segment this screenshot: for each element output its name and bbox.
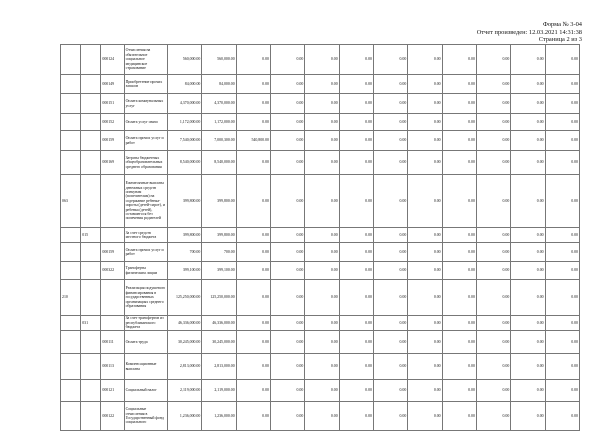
amount-cell: 0.00 <box>408 151 442 175</box>
amount-cell: 0.00 <box>339 151 373 175</box>
amount-cell: 560,000.00 <box>202 45 236 75</box>
expense-name-cell: Оплата труда <box>124 331 167 354</box>
specifics-code-cell: 000121 <box>101 380 124 402</box>
amount-cell: 0.00 <box>236 151 270 175</box>
amount-cell: 0.00 <box>236 243 270 262</box>
amount-cell: 0.00 <box>305 94 339 114</box>
amount-cell: 0.00 <box>408 402 442 431</box>
amount-cell: 0.00 <box>476 331 510 354</box>
amount-cell: 0.00 <box>236 45 270 75</box>
amount-cell: 0.00 <box>545 228 579 243</box>
amount-cell: 0.00 <box>442 354 476 380</box>
amount-cell: 399,800.00 <box>202 175 236 228</box>
section-code-cell <box>61 316 81 331</box>
amount-cell: 0.00 <box>339 331 373 354</box>
section-code-cell <box>61 243 81 262</box>
amount-cell: 1,236,000.00 <box>202 402 236 431</box>
amount-cell: 4,370,000.00 <box>202 94 236 114</box>
amount-cell: 0.00 <box>305 380 339 402</box>
expense-name-cell: Оплата прочих услуг и работ <box>124 131 167 151</box>
amount-cell: 4,370,000.00 <box>168 94 202 114</box>
section-code-cell: 210 <box>61 280 81 316</box>
amount-cell: 0.00 <box>408 114 442 131</box>
expense-name-cell: Отчисления на обязательное социальное медицинское страхование <box>124 45 167 75</box>
report-table-body <box>61 45 580 431</box>
amount-cell: 0.00 <box>305 280 339 316</box>
amount-cell: 0.00 <box>236 354 270 380</box>
amount-cell: 0.00 <box>408 316 442 331</box>
amount-cell: 0.00 <box>545 243 579 262</box>
amount-cell: 0.00 <box>442 316 476 331</box>
subprogram-code-cell <box>81 402 101 431</box>
amount-cell: 0.00 <box>408 75 442 94</box>
amount-cell: 0.00 <box>305 243 339 262</box>
amount-cell: 0.00 <box>339 280 373 316</box>
subprogram-code-cell <box>81 262 101 280</box>
expense-name-cell: Компенсационные выплаты <box>124 354 167 380</box>
amount-cell: 0.00 <box>545 354 579 380</box>
specifics-code-cell: 000122 <box>101 402 124 431</box>
amount-cell: 0.00 <box>305 45 339 75</box>
amount-cell: 0.00 <box>270 94 304 114</box>
amount-cell: 0.00 <box>545 45 579 75</box>
amount-cell: 0.00 <box>270 280 304 316</box>
specifics-code-cell <box>101 175 124 228</box>
specifics-code-cell <box>101 228 124 243</box>
amount-cell: 0.00 <box>339 75 373 94</box>
specifics-code-cell: 000124 <box>101 45 124 75</box>
amount-cell: 399,100.00 <box>168 262 202 280</box>
amount-cell: 0.00 <box>373 131 407 151</box>
amount-cell: 0.00 <box>442 243 476 262</box>
table-row <box>61 131 580 151</box>
amount-cell: 0.00 <box>373 114 407 131</box>
table-row <box>61 114 580 131</box>
subprogram-code-cell <box>81 75 101 94</box>
amount-cell: 0.00 <box>270 45 304 75</box>
specifics-code-cell <box>101 280 124 316</box>
amount-cell: 0.00 <box>339 316 373 331</box>
amount-cell: 0.00 <box>476 75 510 94</box>
amount-cell: 0.00 <box>339 45 373 75</box>
amount-cell: 8,540,000.00 <box>168 151 202 175</box>
table-row <box>61 402 580 431</box>
amount-cell: 0.00 <box>408 45 442 75</box>
amount-cell: 560,000.00 <box>168 45 202 75</box>
table-row <box>61 262 580 280</box>
form-number: Форма № 3-04 <box>542 21 582 28</box>
amount-cell: 0.00 <box>476 131 510 151</box>
amount-cell: 0.00 <box>339 228 373 243</box>
specifics-code-cell: 000152 <box>101 114 124 131</box>
amount-cell: 0.00 <box>476 354 510 380</box>
amount-cell: 0.00 <box>305 75 339 94</box>
amount-cell: 0.00 <box>511 151 545 175</box>
amount-cell: 0.00 <box>545 402 579 431</box>
table-row <box>61 380 580 402</box>
amount-cell: 0.00 <box>442 331 476 354</box>
amount-cell: 0.00 <box>476 228 510 243</box>
amount-cell: 0.00 <box>511 243 545 262</box>
amount-cell: 1,172,000.00 <box>202 114 236 131</box>
amount-cell: 0.00 <box>373 402 407 431</box>
amount-cell: 399,100.00 <box>202 262 236 280</box>
amount-cell: 2,813,000.00 <box>168 354 202 380</box>
report-generated-timestamp: Отчет произведен: 12.03.2021 14:31:38 <box>476 28 582 36</box>
expense-name-cell: Социальный налог <box>124 380 167 402</box>
amount-cell: 0.00 <box>545 94 579 114</box>
section-code-cell <box>61 331 81 354</box>
amount-cell: 0.00 <box>545 316 579 331</box>
amount-cell: 0.00 <box>545 262 579 280</box>
amount-cell: 125,250,000.00 <box>202 280 236 316</box>
amount-cell: 399,800.00 <box>168 175 202 228</box>
amount-cell: 0.00 <box>339 243 373 262</box>
amount-cell: 0.00 <box>270 316 304 331</box>
amount-cell: 0.00 <box>236 94 270 114</box>
amount-cell: 0.00 <box>545 114 579 131</box>
amount-cell: 0.00 <box>305 402 339 431</box>
amount-cell: 30,245,000.00 <box>168 331 202 354</box>
amount-cell: 1,172,000.00 <box>168 114 202 131</box>
amount-cell: 0.00 <box>305 114 339 131</box>
section-code-cell <box>61 131 81 151</box>
specifics-code-cell: 000111 <box>101 331 124 354</box>
amount-cell: 0.00 <box>305 262 339 280</box>
amount-cell: 0.00 <box>270 243 304 262</box>
amount-cell: 0.00 <box>442 280 476 316</box>
amount-cell: 0.00 <box>373 75 407 94</box>
table-row <box>61 354 580 380</box>
amount-cell: 0.00 <box>545 175 579 228</box>
amount-cell: 8,540,000.00 <box>202 151 236 175</box>
amount-cell: 30,245,000.00 <box>202 331 236 354</box>
amount-cell: 0.00 <box>408 354 442 380</box>
amount-cell: 0.00 <box>373 151 407 175</box>
amount-cell: 0.00 <box>236 262 270 280</box>
amount-cell: 0.00 <box>339 380 373 402</box>
expense-name-cell: За счет трансфертов из республиканского бюджета <box>124 316 167 331</box>
amount-cell: 0.00 <box>476 45 510 75</box>
amount-cell: 0.00 <box>476 243 510 262</box>
amount-cell: 125,250,000.00 <box>168 280 202 316</box>
amount-cell: 0.00 <box>545 151 579 175</box>
subprogram-code-cell <box>81 280 101 316</box>
amount-cell: 0.00 <box>511 131 545 151</box>
specifics-code-cell: 000169 <box>101 151 124 175</box>
expense-name-cell: Оплата коммунальных услуг <box>124 94 167 114</box>
amount-cell: 84,000.00 <box>202 75 236 94</box>
amount-cell: 0.00 <box>511 175 545 228</box>
amount-cell: 0.00 <box>236 228 270 243</box>
amount-cell: 2,119,000.00 <box>202 380 236 402</box>
specifics-code-cell: 000151 <box>101 94 124 114</box>
expense-name-cell: Реализация подушевого финансирования в государственных организациях среднего образования <box>124 280 167 316</box>
amount-cell: 0.00 <box>511 262 545 280</box>
amount-cell: 0.00 <box>305 175 339 228</box>
table-row <box>61 316 580 331</box>
amount-cell: 0.00 <box>511 94 545 114</box>
amount-cell: 0.00 <box>339 262 373 280</box>
amount-cell: 0.00 <box>373 380 407 402</box>
amount-cell: 0.00 <box>305 354 339 380</box>
amount-cell: 0.00 <box>270 75 304 94</box>
section-code-cell <box>61 402 81 431</box>
amount-cell: 0.00 <box>408 94 442 114</box>
amount-cell: 0.00 <box>545 280 579 316</box>
specifics-code-cell: 000149 <box>101 75 124 94</box>
amount-cell: 0.00 <box>305 228 339 243</box>
amount-cell: 0.00 <box>511 114 545 131</box>
subprogram-code-cell <box>81 354 101 380</box>
amount-cell: 0.00 <box>408 228 442 243</box>
amount-cell: 0.00 <box>408 280 442 316</box>
amount-cell: 0.00 <box>476 316 510 331</box>
amount-cell: 0.00 <box>476 402 510 431</box>
subprogram-code-cell <box>81 131 101 151</box>
section-code-cell <box>61 262 81 280</box>
amount-cell: 0.00 <box>236 75 270 94</box>
amount-cell: 0.00 <box>545 75 579 94</box>
table-row <box>61 45 580 75</box>
table-row <box>61 94 580 114</box>
amount-cell: 0.00 <box>373 175 407 228</box>
amount-cell: 0.00 <box>236 175 270 228</box>
amount-cell: 0.00 <box>408 262 442 280</box>
amount-cell: 0.00 <box>476 175 510 228</box>
table-row <box>61 228 580 243</box>
amount-cell: 0.00 <box>339 354 373 380</box>
amount-cell: 2,813,000.00 <box>202 354 236 380</box>
amount-cell: 540,800.00 <box>236 131 270 151</box>
amount-cell: 0.00 <box>305 331 339 354</box>
amount-cell: 0.00 <box>408 331 442 354</box>
amount-cell: 0.00 <box>270 131 304 151</box>
amount-cell: 0.00 <box>442 175 476 228</box>
amount-cell: 84,000.00 <box>168 75 202 94</box>
section-code-cell <box>61 380 81 402</box>
section-code-cell <box>61 354 81 380</box>
amount-cell: 7,000,300.00 <box>202 131 236 151</box>
amount-cell: 0.00 <box>373 262 407 280</box>
amount-cell: 46,336,000.00 <box>168 316 202 331</box>
amount-cell: 0.00 <box>408 131 442 151</box>
amount-cell: 0.00 <box>442 114 476 131</box>
page-indicator: Страница 2 из 3 <box>538 36 582 44</box>
amount-cell: 0.00 <box>408 175 442 228</box>
section-code-cell <box>61 228 81 243</box>
amount-cell: 0.00 <box>476 151 510 175</box>
expense-name-cell: Приобретение прочих запасов <box>124 75 167 94</box>
subprogram-code-cell <box>81 175 101 228</box>
amount-cell: 0.00 <box>339 131 373 151</box>
expense-name-cell: Оплата прочих услуг и работ <box>124 243 167 262</box>
amount-cell: 0.00 <box>236 280 270 316</box>
amount-cell: 2,119,000.00 <box>168 380 202 402</box>
specifics-code-cell: 000322 <box>101 262 124 280</box>
subprogram-code-cell <box>81 45 101 75</box>
amount-cell: 0.00 <box>511 75 545 94</box>
table-row <box>61 331 580 354</box>
amount-cell: 0.00 <box>305 316 339 331</box>
amount-cell: 0.00 <box>270 114 304 131</box>
table-row <box>61 243 580 262</box>
amount-cell: 0.00 <box>511 380 545 402</box>
amount-cell: 0.00 <box>442 262 476 280</box>
amount-cell: 0.00 <box>270 262 304 280</box>
specifics-code-cell: 000159 <box>101 243 124 262</box>
amount-cell: 0.00 <box>511 402 545 431</box>
amount-cell: 0.00 <box>442 402 476 431</box>
section-code-cell <box>61 94 81 114</box>
amount-cell: 700.00 <box>168 243 202 262</box>
amount-cell: 0.00 <box>373 316 407 331</box>
specifics-code-cell <box>101 316 124 331</box>
amount-cell: 700.00 <box>202 243 236 262</box>
amount-cell: 0.00 <box>511 280 545 316</box>
expense-name-cell: Оплата услуг связи <box>124 114 167 131</box>
expense-name-cell: За счет средств местного бюджета <box>124 228 167 243</box>
amount-cell: 0.00 <box>270 402 304 431</box>
amount-cell: 0.00 <box>442 131 476 151</box>
amount-cell: 1,236,000.00 <box>168 402 202 431</box>
amount-cell: 0.00 <box>545 131 579 151</box>
amount-cell: 0.00 <box>373 228 407 243</box>
specifics-code-cell: 000113 <box>101 354 124 380</box>
subprogram-code-cell: 015 <box>81 228 101 243</box>
section-code-cell <box>61 114 81 131</box>
amount-cell: 0.00 <box>511 228 545 243</box>
amount-cell: 0.00 <box>236 380 270 402</box>
amount-cell: 0.00 <box>236 331 270 354</box>
subprogram-code-cell <box>81 380 101 402</box>
amount-cell: 0.00 <box>270 228 304 243</box>
amount-cell: 0.00 <box>476 280 510 316</box>
amount-cell: 0.00 <box>339 114 373 131</box>
amount-cell: 0.00 <box>305 151 339 175</box>
expense-name-cell: Социальные отчисления в Государственный фонд социального <box>124 402 167 431</box>
amount-cell: 0.00 <box>511 45 545 75</box>
amount-cell: 0.00 <box>408 380 442 402</box>
subprogram-code-cell <box>81 243 101 262</box>
table-row <box>61 151 580 175</box>
amount-cell: 0.00 <box>270 331 304 354</box>
report-header <box>477 21 582 44</box>
subprogram-code-cell <box>81 94 101 114</box>
table-row <box>61 175 580 228</box>
amount-cell: 0.00 <box>373 243 407 262</box>
amount-cell: 0.00 <box>442 45 476 75</box>
amount-cell: 0.00 <box>270 354 304 380</box>
amount-cell: 0.00 <box>373 354 407 380</box>
amount-cell: 0.00 <box>408 243 442 262</box>
amount-cell: 0.00 <box>339 175 373 228</box>
budget-report-table <box>60 44 580 431</box>
amount-cell: 0.00 <box>373 331 407 354</box>
amount-cell: 0.00 <box>373 45 407 75</box>
specifics-code-cell: 000159 <box>101 131 124 151</box>
subprogram-code-cell <box>81 151 101 175</box>
section-code-cell <box>61 45 81 75</box>
amount-cell: 399,800.00 <box>202 228 236 243</box>
amount-cell: 0.00 <box>373 94 407 114</box>
subprogram-code-cell <box>81 331 101 354</box>
amount-cell: 0.00 <box>442 94 476 114</box>
amount-cell: 0.00 <box>511 331 545 354</box>
amount-cell: 0.00 <box>442 75 476 94</box>
section-code-cell <box>61 151 81 175</box>
amount-cell: 0.00 <box>442 228 476 243</box>
amount-cell: 0.00 <box>270 380 304 402</box>
subprogram-code-cell <box>81 114 101 131</box>
expense-name-cell: Затраты бюджетных общеобразовательных среднего образования <box>124 151 167 175</box>
amount-cell: 0.00 <box>270 151 304 175</box>
amount-cell: 46,336,000.00 <box>202 316 236 331</box>
amount-cell: 0.00 <box>545 331 579 354</box>
amount-cell: 0.00 <box>476 380 510 402</box>
table-row <box>61 280 580 316</box>
amount-cell: 0.00 <box>236 402 270 431</box>
amount-cell: 0.00 <box>511 316 545 331</box>
amount-cell: 0.00 <box>339 402 373 431</box>
amount-cell: 0.00 <box>442 151 476 175</box>
amount-cell: 0.00 <box>236 316 270 331</box>
amount-cell: 0.00 <box>236 114 270 131</box>
expense-name-cell: Ежемесячные выплаты денежных средств опекунам (попечителям) на содержание ребенка-сироты (детей-сирот), и ребенка (детей), оставшегося без попечения родителей <box>124 175 167 228</box>
amount-cell: 0.00 <box>545 380 579 402</box>
table-row <box>61 75 580 94</box>
amount-cell: 0.00 <box>270 175 304 228</box>
amount-cell: 0.00 <box>442 380 476 402</box>
amount-cell: 7,540,000.00 <box>168 131 202 151</box>
amount-cell: 0.00 <box>305 131 339 151</box>
amount-cell: 0.00 <box>339 94 373 114</box>
amount-cell: 0.00 <box>476 114 510 131</box>
amount-cell: 0.00 <box>511 354 545 380</box>
amount-cell: 0.00 <box>373 280 407 316</box>
expense-name-cell: Трансферты физическим лицам <box>124 262 167 280</box>
amount-cell: 399,800.00 <box>168 228 202 243</box>
section-code-cell: 063 <box>61 175 81 228</box>
amount-cell: 0.00 <box>476 94 510 114</box>
amount-cell: 0.00 <box>476 262 510 280</box>
section-code-cell <box>61 75 81 94</box>
subprogram-code-cell: 031 <box>81 316 101 331</box>
